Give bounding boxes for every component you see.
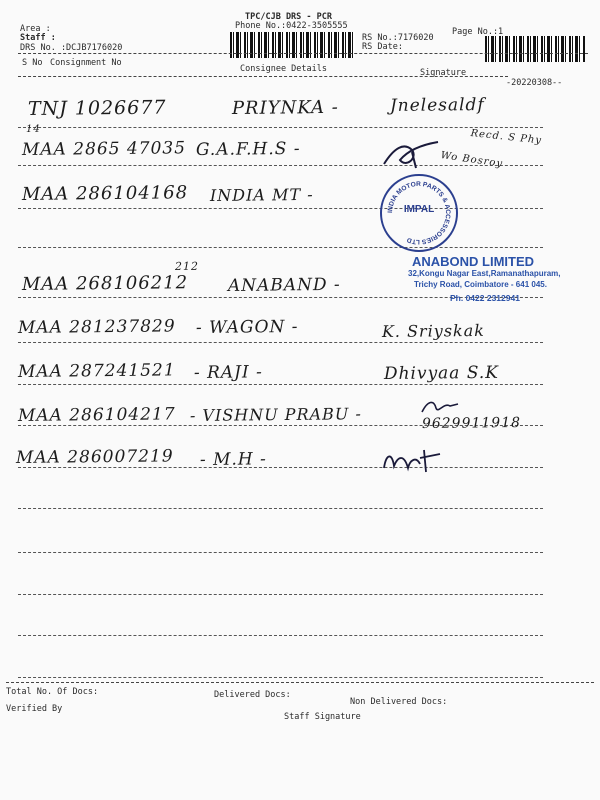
row-line <box>18 208 543 209</box>
row-line <box>18 165 543 166</box>
anabond-stamp-name: ANABOND LIMITED <box>412 254 535 269</box>
rs-barcode <box>485 36 585 62</box>
date-mark: -20220308-- <box>506 78 563 88</box>
page-number: Page No.:1 <box>452 27 504 37</box>
signature-scribble <box>382 138 442 176</box>
entry-note: 212 <box>174 259 199 273</box>
anabond-stamp-address2: Trichy Road, Coimbatore - 641 045. <box>414 280 547 289</box>
entry-consignment: MAA 286007219 <box>15 446 174 468</box>
row-line <box>18 594 543 595</box>
seal-ring-text: INDIA MOTOR PARTS & ACCESSORIES LTD <box>386 180 452 246</box>
rs-date: RS Date: <box>362 42 403 52</box>
column-consignment: Consignment No <box>50 58 122 68</box>
anabond-stamp-address1: 32,Kongu Nagar East,Ramanathapuram, <box>408 269 561 278</box>
entry-consignment: MAA 2865 47035 <box>21 138 187 160</box>
anabond-stamp-phone: Ph. 0422 2312941 <box>450 293 520 303</box>
drs-number: DRS No. :DCJB7176020 <box>20 43 123 53</box>
row-line <box>18 552 543 553</box>
entry-signature: Dhivyaa S.K <box>383 362 500 384</box>
area-label: Area : <box>20 24 51 34</box>
seal-center-text: IMPAL <box>403 204 435 215</box>
row-line <box>18 127 543 128</box>
column-sno: S No <box>22 58 43 68</box>
staff-signature-label: Staff Signature <box>284 712 361 722</box>
non-delivered-docs-label: Non Delivered Docs: <box>350 697 448 707</box>
row-line <box>18 635 543 636</box>
entry-signature: Jnelesaldf <box>389 95 485 116</box>
entry-consignment: MAA 287241521 <box>17 360 176 382</box>
entry-note: 14 <box>25 123 41 135</box>
entry-consignee: - WAGON - <box>195 316 299 338</box>
document-title: TPC/CJB DRS - PCR <box>245 12 332 22</box>
entry-signature: K. Sriyskak <box>381 320 486 341</box>
column-consignee: Consignee Details <box>240 64 327 74</box>
row-line <box>18 508 543 509</box>
row-line <box>18 384 543 385</box>
signature-scribble <box>380 446 450 480</box>
entry-consignee: G.A.F.H.S - <box>195 138 301 160</box>
entry-note: 9629911918 <box>421 414 522 432</box>
entry-consignment: TNJ 1026677 <box>27 96 167 120</box>
footer-divider <box>6 682 594 683</box>
entry-consignee: INDIA MT - <box>209 184 314 205</box>
entry-consignee: - VISHNU PRABU - <box>189 404 362 425</box>
company-seal <box>380 174 458 252</box>
entry-consignment: MAA 286104168 <box>21 182 189 205</box>
row-line <box>18 247 543 248</box>
entry-consignee: ANABAND - <box>227 274 341 296</box>
handnote-wo: Wo Bosroy <box>440 150 504 170</box>
entry-consignment: MAA 281237829 <box>17 316 176 338</box>
entry-consignee: PRIYNKA - <box>231 96 339 119</box>
column-divider <box>18 76 508 77</box>
entry-consignee: - RAJI - <box>193 362 263 383</box>
drs-barcode <box>230 32 355 58</box>
row-line <box>18 677 543 678</box>
delivered-docs-label: Delivered Docs: <box>214 690 291 700</box>
phone-number: Phone No.:0422-3505555 <box>235 21 348 31</box>
verified-by-label: Verified By <box>6 704 63 714</box>
rs-number: RS No.:7176020 <box>362 33 434 43</box>
entry-consignment: MAA 286104217 <box>17 404 176 426</box>
staff-label: Staff : <box>20 33 56 43</box>
handnote-recd: Recd. S Phy <box>470 128 543 147</box>
entry-consignment: MAA 268106212 <box>21 272 189 295</box>
total-docs-label: Total No. Of Docs: <box>6 687 99 697</box>
entry-consignee: - M.H - <box>199 449 267 470</box>
column-signature: Signature <box>420 68 467 78</box>
row-line <box>18 342 543 343</box>
header-divider <box>18 53 588 54</box>
